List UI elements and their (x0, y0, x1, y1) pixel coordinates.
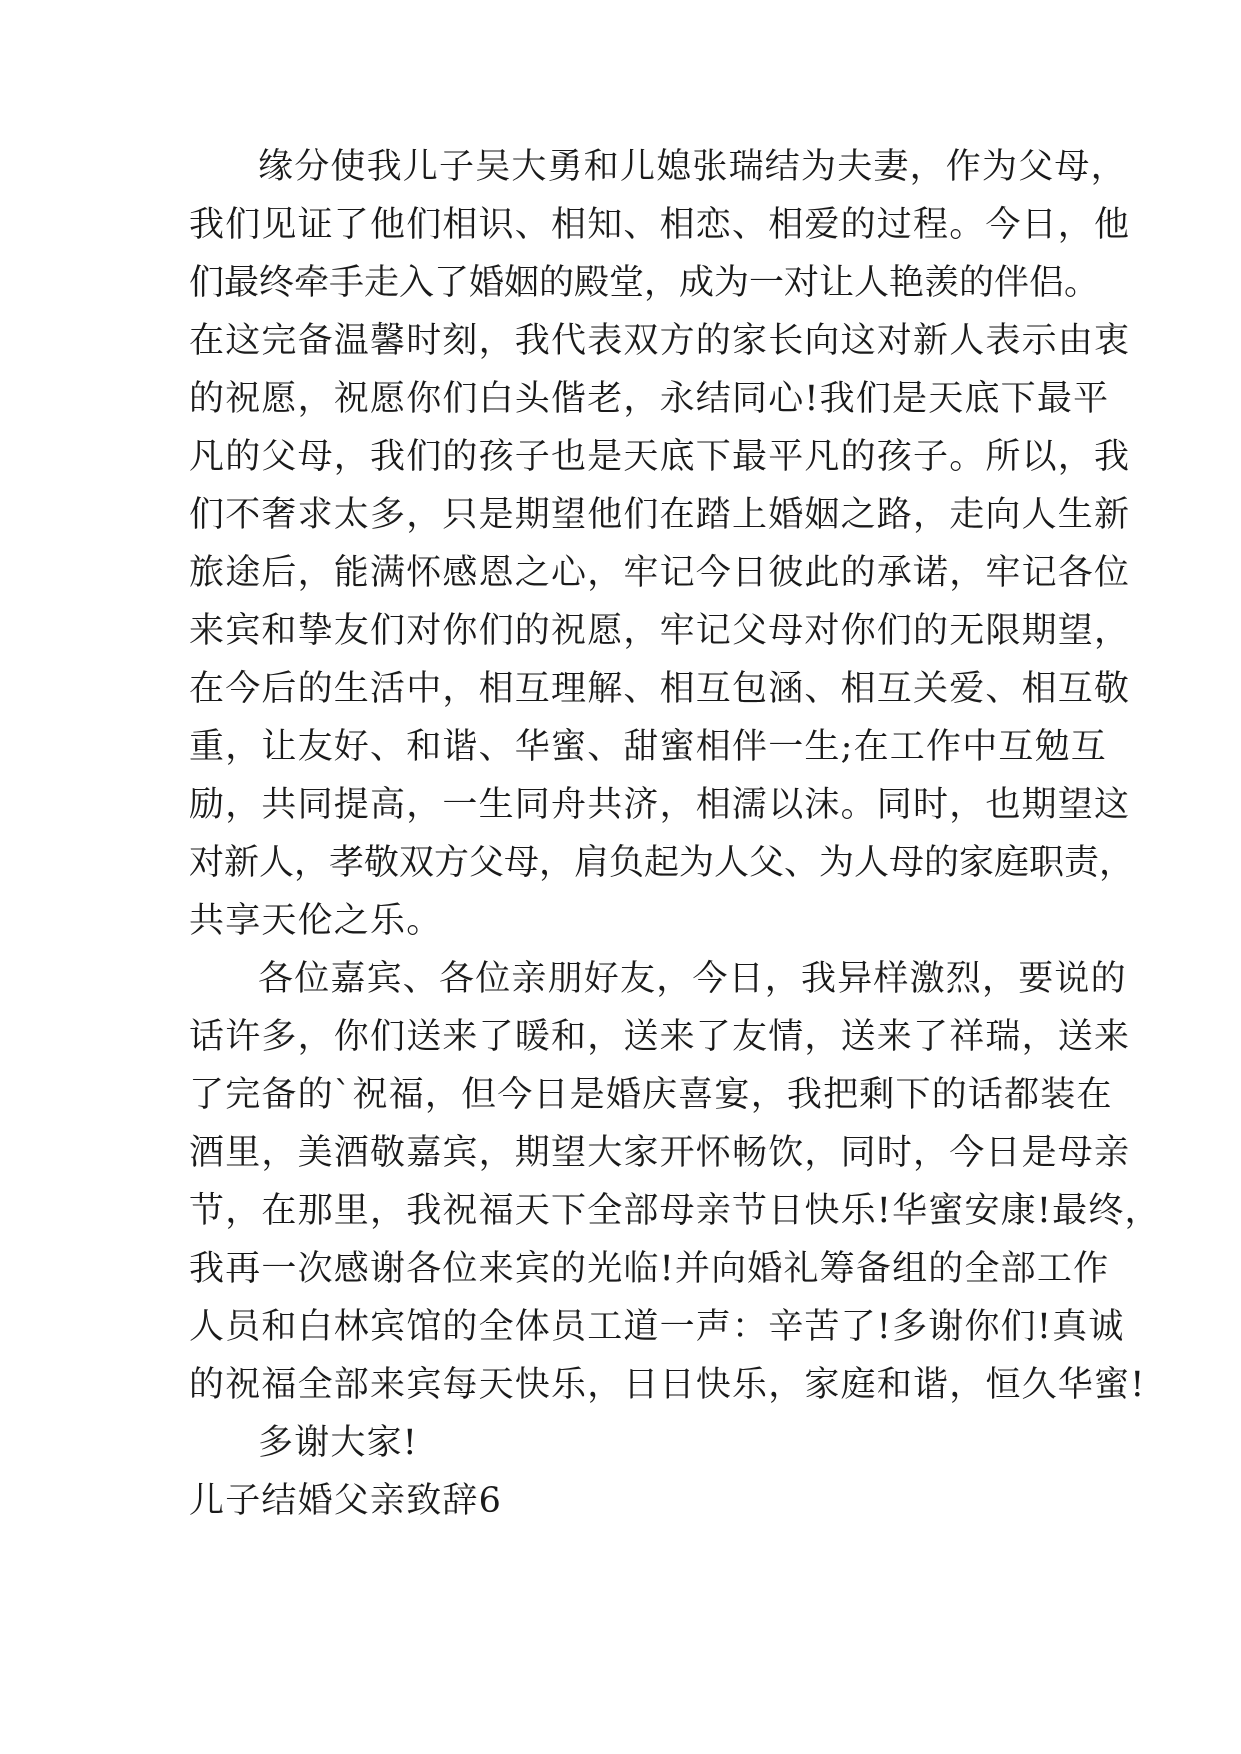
paragraph-line: 重，让友好、和谐、华蜜、甜蜜相伴一生;在工作中互勉互 (189, 727, 1107, 767)
paragraph-line: 了完备的`祝福，但今日是婚庆喜宴，我把剩下的话都装在 (189, 1075, 1113, 1115)
paragraph-line: 酒里，美酒敬嘉宾，期望大家开怀畅饮，同时，今日是母亲 (189, 1133, 1131, 1173)
paragraph-line: 对新人，孝敬双方父母，肩负起为人父、为人母的家庭职责， (189, 843, 1135, 883)
paragraph-line: 们最终牵手走入了婚姻的殿堂，成为一对让人艳羡的伴侣。 (189, 263, 1100, 303)
paragraph-line: 我再一次感谢各位来宾的光临!并向婚礼筹备组的全部工作 (189, 1249, 1110, 1289)
paragraph-line: 共享天伦之乐。 (189, 901, 443, 941)
paragraph-line: 旅途后，能满怀感恩之心，牢记今日彼此的承诺，牢记各位 (189, 553, 1131, 593)
paragraph-line: 人员和白林宾馆的全体员工道一声：辛苦了!多谢你们!真诚 (189, 1307, 1125, 1347)
paragraph-line: 各位嘉宾、各位亲朋好友，今日，我异样激烈，要说的 (258, 959, 1127, 999)
paragraph-line: 我们见证了他们相识、相知、相恋、相爱的过程。今日，他 (189, 205, 1131, 245)
paragraph-line: 在这完备温馨时刻，我代表双方的家长向这对新人表示由衷 (189, 321, 1131, 361)
paragraph-line: 凡的父母，我们的孩子也是天底下最平凡的孩子。所以，我 (189, 437, 1131, 477)
section-heading: 儿子结婚父亲致辞6 (189, 1481, 503, 1521)
paragraph-line: 来宾和挚友们对你们的祝愿，牢记父母对你们的无限期望， (189, 611, 1131, 651)
paragraph-line: 的祝愿，祝愿你们白头偕老，永结同心!我们是天底下最平 (189, 379, 1110, 419)
paragraph-line: 缘分使我儿子吴大勇和儿媳张瑞结为夫妻，作为父母， (258, 147, 1127, 187)
closing-line: 多谢大家! (258, 1423, 419, 1463)
paragraph-line: 励，共同提高，一生同舟共济，相濡以沫。同时，也期望这 (189, 785, 1131, 825)
paragraph-line: 们不奢求太多，只是期望他们在踏上婚姻之路，走向人生新 (189, 495, 1131, 535)
paragraph-line: 节，在那里，我祝福天下全部母亲节日快乐!华蜜安康!最终， (189, 1191, 1161, 1231)
paragraph-line: 话许多，你们送来了暖和，送来了友情，送来了祥瑞，送来 (189, 1017, 1131, 1057)
paragraph-line: 在今后的生活中，相互理解、相互包涵、相互关爱、相互敬 (189, 669, 1131, 709)
paragraph-line: 的祝福全部来宾每天快乐，日日快乐，家庭和谐，恒久华蜜! (189, 1365, 1146, 1405)
